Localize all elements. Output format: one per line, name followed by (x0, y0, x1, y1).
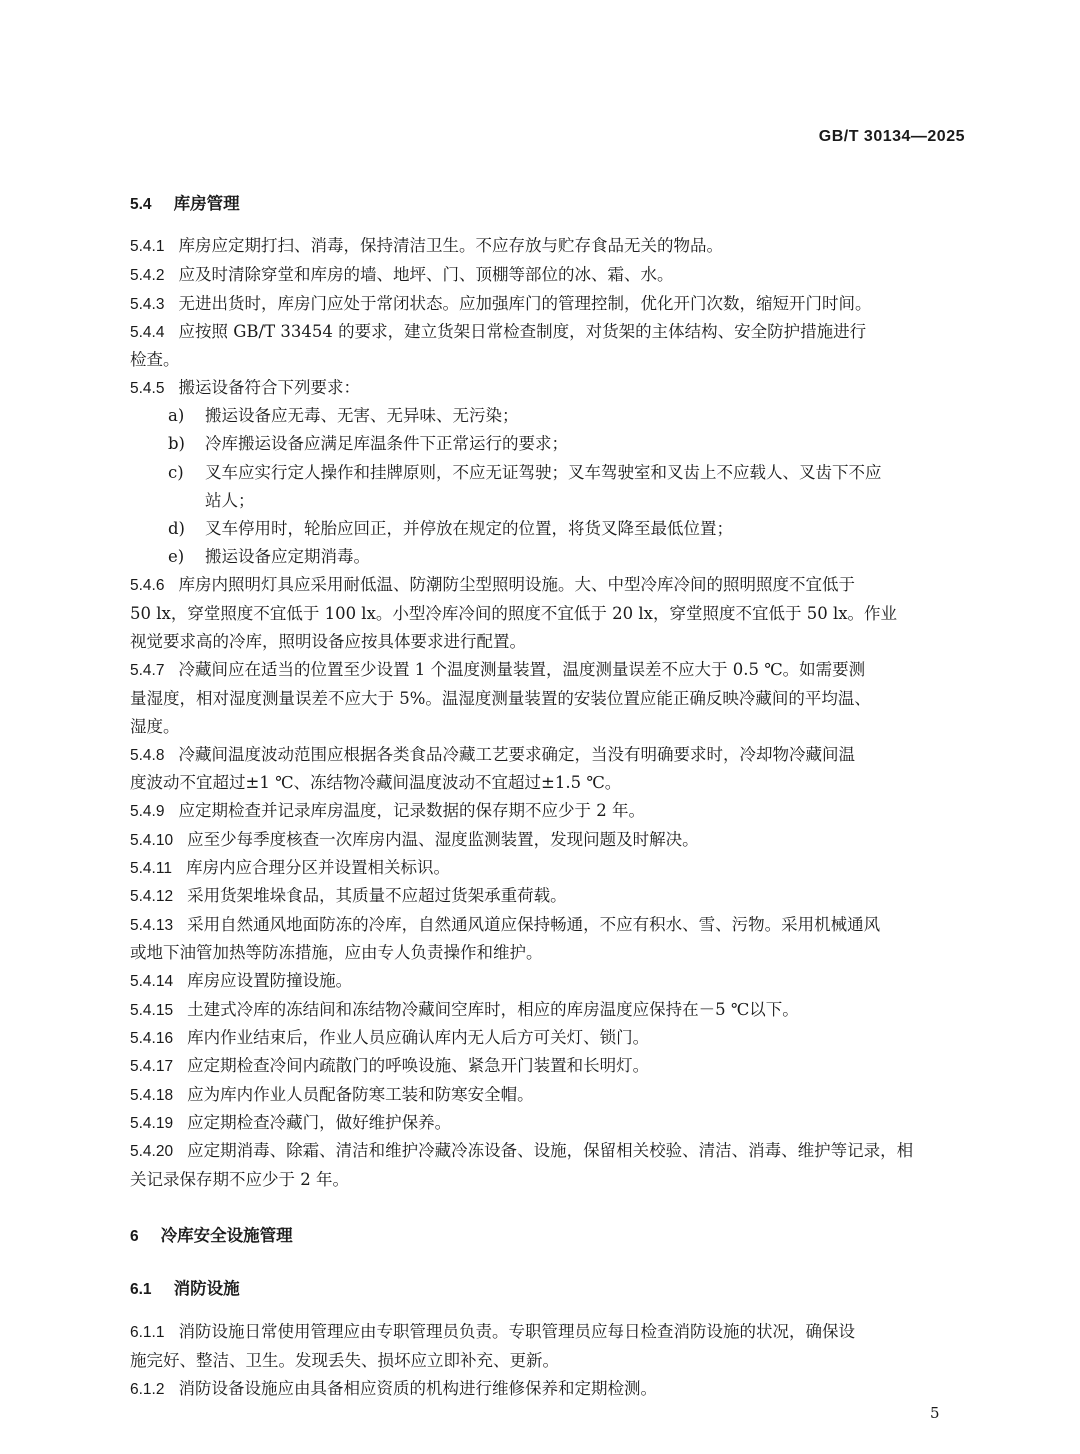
clause-6-1-2 (130, 1375, 965, 1404)
clause-5-4-13-continued: 或地下油管加热等防冻措施，应由专人负责操作和维护。 (130, 943, 543, 962)
clause-number: 5.4.11 (130, 860, 172, 877)
clause-number: 5.4.2 (130, 267, 165, 284)
clause-5-4-8-continued: 度波动不宜超过±1 ℃、冻结物冷藏间温度波动不宜超过±1.5 ℃。 (130, 773, 622, 792)
clause-number: 5.4.17 (130, 1058, 174, 1075)
list-item-c-continued: 站人； (205, 491, 255, 510)
clause-number: 5.4.3 (130, 296, 165, 313)
clause-text: 应定期消毒、除霜、清洁和维护冷藏冷冻设备、设施，保留相关校验、清洁、消毒、维护等记录，相 (187, 1141, 914, 1160)
clause-number: 5.4.14 (130, 973, 174, 990)
clause-5-4-7-continued: 量湿度，相对湿度测量误差不应大于 5%。温湿度测量装置的安装位置应能正确反映冷藏间的平均温、 (130, 689, 871, 708)
list-text: 搬运设备应定期消毒。 (205, 547, 370, 566)
list-marker: c) (168, 463, 184, 482)
clause-5-4-14 (130, 967, 965, 996)
clause-5-4-1 (130, 232, 965, 261)
clause-number: 5.4.16 (130, 1030, 174, 1047)
clause-number: 5.4.15 (130, 1002, 174, 1019)
clause-5-4-18 (130, 1081, 965, 1110)
section-number: 5.4 (130, 196, 152, 213)
clause-text: 应定期检查冷间内疏散门的呼唤设施、紧急开门装置和长明灯。 (187, 1056, 650, 1075)
clause-6-1-1-continued: 施完好、整洁、卫生。发现丢失、损坏应立即补充、更新。 (130, 1351, 559, 1370)
clause-text: 应定期检查并记录库房温度，记录数据的保存期不应少于 2 年。 (178, 801, 645, 820)
clause-text: 应及时清除穿堂和库房的墙、地坪、门、顶棚等部位的冰、霜、水。 (178, 265, 674, 284)
clause-number: 6.1.1 (130, 1324, 165, 1341)
chapter-heading-6 (130, 1222, 965, 1251)
list-item-a (168, 402, 965, 430)
clause-text: 库房应定期打扫、消毒，保持清洁卫生。不应存放与贮存食品无关的物品。 (178, 236, 723, 255)
clause-text: 消防设备设施应由具备相应资质的机构进行维修保养和定期检测。 (178, 1379, 657, 1398)
list-marker: d) (168, 519, 185, 538)
clause-text: 应定期检查冷藏门，做好维护保养。 (187, 1113, 452, 1132)
clause-number: 5.4.18 (130, 1087, 174, 1104)
chapter-number: 6 (130, 1228, 139, 1245)
clause-number: 5.4.13 (130, 917, 174, 934)
clause-5-4-20 (130, 1137, 965, 1166)
section-heading-5-4 (130, 190, 965, 219)
clause-5-4-13 (130, 911, 965, 940)
clause-text: 土建式冷库的冻结间和冻结物冷藏间空库时，相应的库房温度应保持在－5 ℃以下。 (187, 1000, 799, 1019)
chapter-title: 冷库安全设施管理 (160, 1226, 293, 1245)
clause-5-4-5 (130, 374, 965, 403)
clause-5-4-12 (130, 882, 965, 911)
clause-5-4-4-continued: 检查。 (130, 350, 180, 369)
clause-6-1-1 (130, 1318, 965, 1347)
clause-5-4-17 (130, 1052, 965, 1081)
clause-number: 5.4.1 (130, 238, 165, 255)
section-title: 消防设施 (173, 1279, 240, 1298)
clause-5-4-8 (130, 741, 965, 770)
clause-text: 应至少每季度核查一次库房内温、湿度监测装置，发现问题及时解决。 (187, 830, 699, 849)
clause-5-4-6 (130, 571, 965, 600)
clause-5-4-7 (130, 656, 965, 685)
clause-5-4-10 (130, 826, 965, 855)
clause-text: 冷藏间应在适当的位置至少设置 1 个温度测量装置，温度测量误差不应大于 0.5 ℃。如需要测 (178, 660, 866, 679)
clause-text: 库房应设置防撞设施。 (187, 971, 353, 990)
clause-5-4-6-continued-2: 视觉要求高的冷库，照明设备应按具体要求进行配置。 (130, 632, 526, 651)
clause-5-4-3 (130, 290, 965, 319)
list-text: 叉车停用时，轮胎应回正，并停放在规定的位置，将货叉降至最低位置； (205, 519, 733, 538)
clause-text: 库房内应合理分区并设置相关标识。 (185, 858, 450, 877)
clause-number: 5.4.10 (130, 832, 174, 849)
clause-number: 6.1.2 (130, 1381, 165, 1398)
standard-code: GB/T 30134—2025 (818, 128, 965, 145)
clause-5-4-7-continued-2: 湿度。 (130, 717, 180, 736)
clause-5-4-15 (130, 996, 965, 1025)
clause-number: 5.4.12 (130, 888, 174, 905)
clause-text: 库内作业结束后，作业人员应确认库内无人后方可关灯、锁门。 (187, 1028, 650, 1047)
list-text: 搬运设备应无毒、无害、无异味、无污染； (205, 406, 519, 425)
clause-number: 5.4.5 (130, 380, 165, 397)
clause-text: 搬运设备符合下列要求： (178, 378, 360, 397)
clause-text: 无进出货时，库房门应处于常闭状态。应加强库门的管理控制，优化开门次数，缩短开门时间。 (178, 294, 872, 313)
clause-text: 应为库内作业人员配备防寒工装和防寒安全帽。 (187, 1085, 534, 1104)
clause-5-4-11 (130, 854, 965, 883)
clause-text: 应按照 GB/T 33454 的要求，建立货架日常检查制度，对货架的主体结构、安全防护措施进行 (178, 322, 867, 341)
clause-5-4-6-continued: 50 lx，穿堂照度不宜低于 100 lx。小型冷库冷间的照度不宜低于 20 lx，穿堂照度不宜低于 50 lx。作业 (130, 604, 898, 623)
section-heading-6-1 (130, 1275, 965, 1304)
list-item-e (168, 543, 965, 571)
section-number: 6.1 (130, 1281, 152, 1298)
clause-number: 5.4.8 (130, 747, 165, 764)
list-marker: b) (168, 434, 185, 453)
clause-text: 冷藏间温度波动范围应根据各类食品冷藏工艺要求确定，当没有明确要求时，冷却物冷藏间温 (178, 745, 855, 764)
clause-text: 消防设施日常使用管理应由专职管理员负责。专职管理员应每日检查消防设施的状况，确保设 (178, 1322, 855, 1341)
list-item-c (168, 459, 965, 487)
list-marker: e) (168, 547, 185, 566)
clause-text: 采用自然通风地面防冻的冷库，自然通风道应保持畅通，不应有积水、雪、污物。采用机械通风 (187, 915, 881, 934)
clause-number: 5.4.6 (130, 577, 165, 594)
list-item-b (168, 430, 965, 458)
clause-number: 5.4.4 (130, 324, 165, 341)
clause-number: 5.4.20 (130, 1143, 174, 1160)
clause-text: 采用货架堆垛食品，其质量不应超过货架承重荷载。 (187, 886, 567, 905)
clause-text: 库房内照明灯具应采用耐低温、防潮防尘型照明设施。大、中型冷库冷间的照明照度不宜低于 (178, 575, 855, 594)
list-text: 冷库搬运设备应满足库温条件下正常运行的要求； (205, 434, 568, 453)
clause-5-4-20-continued: 关记录保存期不应少于 2 年。 (130, 1170, 349, 1189)
section-title: 库房管理 (173, 194, 240, 213)
page-number: 5 (930, 1404, 940, 1422)
clause-number: 5.4.7 (130, 662, 165, 679)
clause-5-4-9 (130, 797, 965, 826)
clause-number: 5.4.9 (130, 803, 165, 820)
clause-5-4-4 (130, 318, 965, 347)
clause-5-4-2 (130, 261, 965, 290)
list-item-d (168, 515, 965, 543)
list-text: 叉车应实行定人操作和挂牌原则，不应无证驾驶；叉车驾驶室和叉齿上不应载人、叉齿下不应 (205, 463, 882, 482)
clause-number: 5.4.19 (130, 1115, 174, 1132)
list-marker: a) (168, 406, 185, 425)
clause-5-4-16 (130, 1024, 965, 1053)
clause-5-4-19 (130, 1109, 965, 1138)
